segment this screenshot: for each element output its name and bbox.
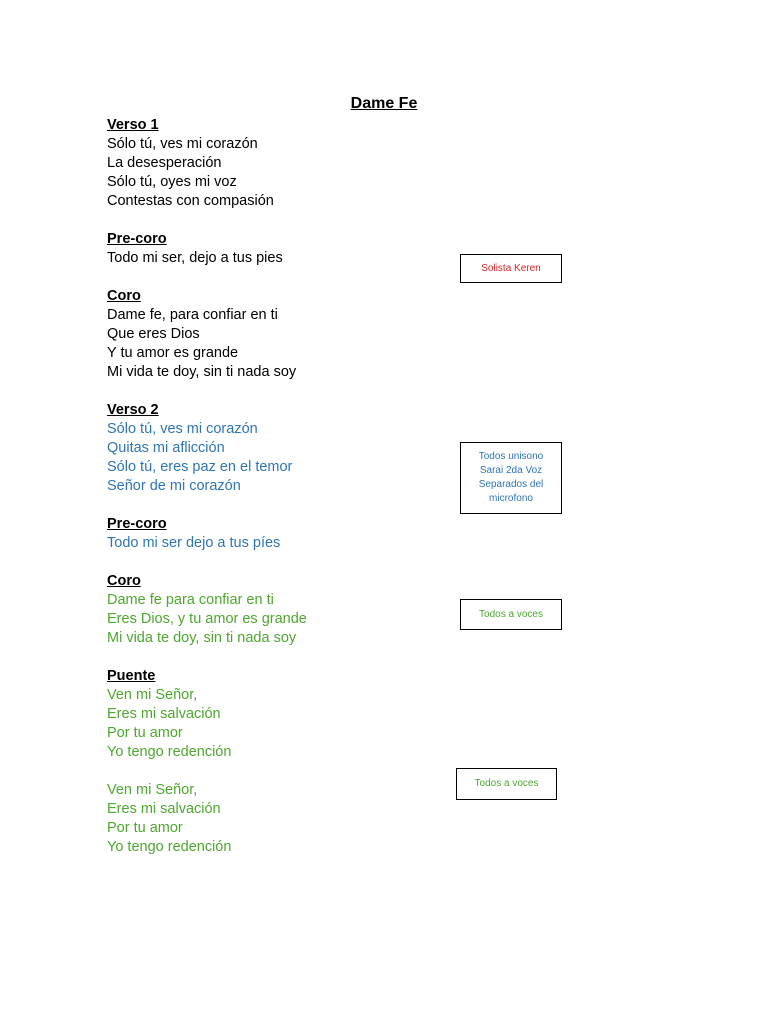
lyric-line: Dame fe, para confiar en ti: [107, 307, 278, 323]
lyric-line: Yo tengo redención: [107, 744, 232, 760]
lyric-line: La desesperación: [107, 155, 222, 171]
section-heading: Coro: [107, 288, 141, 304]
section-heading: Pre-coro: [107, 231, 167, 247]
lyric-line: Por tu amor: [107, 725, 183, 741]
lyric-line: Eres mi salvación: [107, 706, 221, 722]
lyric-line: Contestas con compasión: [107, 193, 274, 209]
song-title: Dame Fe: [350, 95, 418, 112]
note-box-solista: [460, 254, 562, 283]
section-heading: Verso 2: [107, 402, 159, 418]
lyric-line: Eres Dios, y tu amor es grande: [107, 611, 307, 627]
section-heading: Verso 1: [107, 117, 159, 133]
lyrics-section: [107, 401, 437, 496]
lyrics-body: [107, 116, 437, 876]
lyric-line: Señor de mi corazón: [107, 478, 241, 494]
lyric-line: Sólo tú, ves mi corazón: [107, 136, 258, 152]
note-line: Todos unisono: [478, 451, 544, 462]
lyric-line: Yo tengo redención: [107, 839, 232, 855]
lyric-line: Mi vida te doy, sin ti nada soy: [107, 630, 297, 646]
lyric-line: Mi vida te doy, sin ti nada soy: [107, 364, 297, 380]
lyric-line: Dame fe para confiar en ti: [107, 592, 274, 608]
lyrics-section: [107, 667, 437, 762]
note-line: Todos a voces: [474, 778, 539, 789]
lyric-line: Que eres Dios: [107, 326, 200, 342]
lyric-line: Sólo tú, ves mi corazón: [107, 421, 258, 437]
section-heading: Coro: [107, 573, 141, 589]
note-text: [481, 262, 540, 276]
lyric-line: Ven mi Señor,: [107, 782, 198, 798]
section-heading: Pre-coro: [107, 516, 167, 532]
lyrics-section: [107, 287, 437, 382]
lyrics-section: [107, 230, 437, 268]
lyric-line: Por tu amor: [107, 820, 183, 836]
lyric-line: Sólo tú, eres paz en el temor: [107, 459, 293, 475]
lyric-line: Y tu amor es grande: [107, 345, 239, 361]
lyric-line: Quitas mi aflicción: [107, 440, 225, 456]
lyric-line: Eres mi salvación: [107, 801, 221, 817]
section-heading: Puente: [107, 668, 156, 684]
note-line: microfono: [489, 493, 533, 504]
note-line: Solista Keren: [481, 262, 541, 274]
lyric-line: Todo mi ser dejo a tus píes: [107, 535, 281, 551]
note-text: [479, 608, 543, 622]
note-text: [475, 777, 539, 791]
note-box-unisono: [460, 442, 562, 514]
note-text: [479, 450, 544, 506]
lyric-line: Todo mi ser, dejo a tus pies: [107, 250, 283, 266]
note-box-voces-2: [456, 768, 557, 800]
lyrics-section: [107, 515, 437, 553]
lyric-line: Sólo tú, oyes mi voz: [107, 174, 237, 190]
lyric-line: Ven mi Señor,: [107, 687, 198, 703]
lyrics-section: [107, 116, 437, 211]
lyrics-section: [107, 572, 437, 648]
note-line: Sarai 2da Voz: [479, 465, 543, 476]
lyrics-section: [107, 781, 437, 857]
note-line: Separados del: [478, 479, 544, 490]
note-box-voces-1: [460, 599, 562, 630]
note-line: Todos a voces: [479, 608, 543, 620]
